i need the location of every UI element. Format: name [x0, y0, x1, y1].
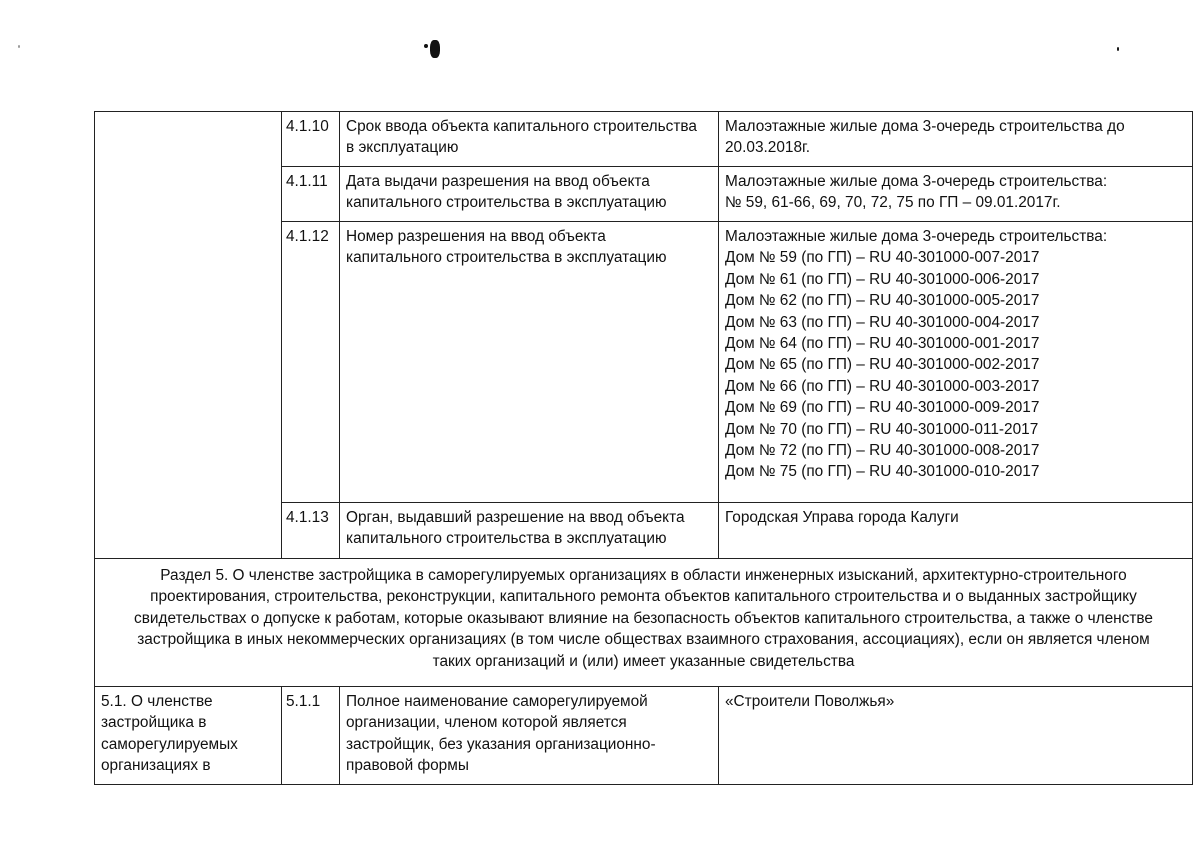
scan-speck: [424, 44, 428, 48]
permit-line: Дом № 62 (по ГП) – RU 40-301000-005-2017: [725, 292, 1040, 310]
row-code: 4.1.10: [282, 112, 340, 167]
table-row: [95, 112, 1193, 167]
row-value-permits: Малоэтажные жилые дома 3-очередь строительства: Дом № 59 (по ГП) – RU 40-301000-007-2017 Дом № 61 (по ГП) – RU 40-301000-006-2017 Дом № 62 (по ГП) – RU 40-301000-005-2017 Дом № 63 (по ГП) – RU 40-301000-004-2017 Дом № 64 (по ГП) – RU 40-301000-001-2017 Дом № 65 (по ГП) – RU 40-301000-002-2017 Дом № 66 (по ГП) – RU 40-301000-003-2017 Дом № 69 (по ГП) – RU 40-301000-009-2017 Дом № 70 (по ГП) – RU 40-301000-011-2017 Дом № 72 (по ГП) – RU 40-301000-008-2017 Дом № 75 (по ГП) – RU 40-301000-010-2017: [719, 222, 1193, 503]
row-value: Малоэтажные жилые дома 3-очередь строительства до 20.03.2018г.: [719, 112, 1193, 167]
row-value: Городская Управа города Калуги: [719, 503, 1193, 559]
permit-line: Дом № 64 (по ГП) – RU 40-301000-001-2017: [725, 335, 1040, 353]
permit-line: Дом № 69 (по ГП) – RU 40-301000-009-2017: [725, 399, 1040, 417]
row-value: «Строители Поволжья»: [719, 687, 1193, 785]
group-cell-empty: [95, 112, 282, 559]
scan-speck: [430, 40, 440, 58]
row-code: 4.1.12: [282, 222, 340, 503]
permit-line: Дом № 59 (по ГП) – RU 40-301000-007-2017: [725, 249, 1040, 267]
row-code: 5.1.1: [282, 687, 340, 785]
row-code: 4.1.11: [282, 167, 340, 222]
section-5-title: Раздел 5. О членстве застройщика в саморегулируемых организациях в области инженерных изысканий, архитектурно-строительного проектирования, строительства, реконструкции, капитального ремонта объектов капитального строительства и о выданных застройщику свидетельствах о допуске к работам, которые оказывают влияние на безопасность объектов капитального строительства, а также о членстве застройщика в иных некоммерческих организациях (в том числе обществах взаимного страхования, ассоциациях), если он является членом таких организаций и (или) имеет указанные свидетельства: [95, 559, 1193, 687]
row-label: Полное наименование саморегулируемой организации, членом которой является застройщик, без указания организационно- правовой формы: [340, 687, 719, 785]
row-code: 4.1.13: [282, 503, 340, 559]
permit-line: Дом № 70 (по ГП) – RU 40-301000-011-2017: [725, 420, 1039, 438]
permit-line: Дом № 72 (по ГП) – RU 40-301000-008-2017: [725, 442, 1040, 460]
row-label: Срок ввода объекта капитального строительства в эксплуатацию: [340, 112, 719, 167]
scan-speck: [1117, 47, 1119, 51]
permit-line: Дом № 75 (по ГП) – RU 40-301000-010-2017: [725, 463, 1040, 481]
row-label: Номер разрешения на ввод объекта капитального строительства в эксплуатацию: [340, 222, 719, 503]
row-label: Орган, выдавший разрешение на ввод объекта капитального строительства в эксплуатацию: [340, 503, 719, 559]
permit-line: Дом № 61 (по ГП) – RU 40-301000-006-2017: [725, 270, 1040, 288]
permit-line: Дом № 65 (по ГП) – RU 40-301000-002-2017: [725, 356, 1040, 374]
disclosure-table: [94, 111, 1193, 785]
row-label: Дата выдачи разрешения на ввод объекта капитального строительства в эксплуатацию: [340, 167, 719, 222]
section-header-row: [95, 559, 1193, 687]
subsection-title: 5.1. О членстве застройщика в саморегулируемых организациях в: [95, 687, 282, 785]
permit-line: Дом № 66 (по ГП) – RU 40-301000-003-2017: [725, 377, 1040, 395]
scan-speck: [18, 45, 20, 48]
table-row: [95, 687, 1193, 785]
permit-line: Дом № 63 (по ГП) – RU 40-301000-004-2017: [725, 313, 1040, 331]
row-value: Малоэтажные жилые дома 3-очередь строительства: № 59, 61-66, 69, 70, 72, 75 по ГП – 09.01.2017г.: [719, 167, 1193, 222]
